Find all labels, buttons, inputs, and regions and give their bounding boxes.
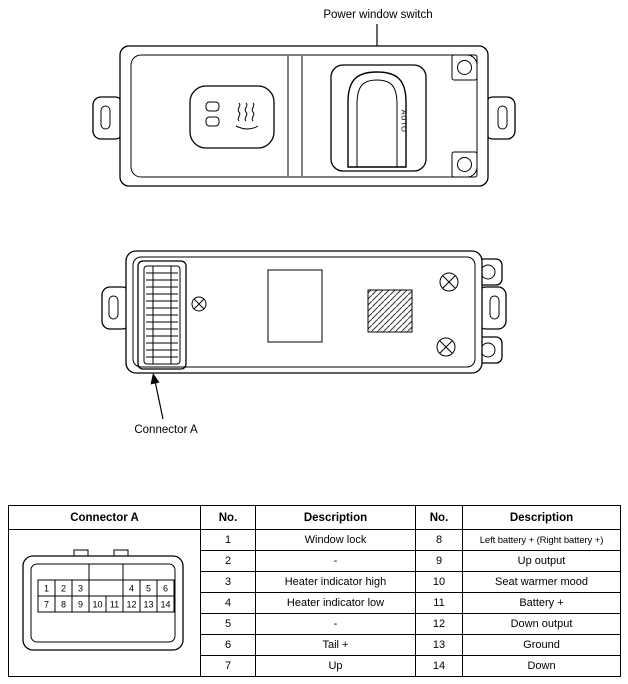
- svg-text:4: 4: [128, 583, 134, 593]
- pin-cell: [72, 580, 89, 596]
- switch-body-outline: [120, 46, 488, 186]
- pin-description-cell: Ground: [463, 635, 621, 656]
- back-view-diagram: [0, 235, 628, 450]
- pin-description-cell: Up output: [463, 551, 621, 572]
- table-header-no: No.: [416, 506, 463, 530]
- pin-description-cell: Left battery + (Right battery +): [463, 530, 621, 551]
- pin-number-cell: 2: [201, 551, 256, 572]
- mounting-tab-left: [93, 97, 123, 139]
- pin-number-cell: 4: [201, 593, 256, 614]
- pin-number-cell: 5: [201, 614, 256, 635]
- svg-text:10: 10: [91, 599, 103, 609]
- table-header-connector: Connector A: [9, 506, 201, 530]
- pin-description-cell: Heater indicator low: [256, 593, 416, 614]
- table-header-description: Description: [463, 506, 621, 530]
- mounting-tab-right: [485, 97, 515, 139]
- table-header-description: Description: [256, 506, 416, 530]
- pin-description-cell: Window lock: [256, 530, 416, 551]
- svg-text:1: 1: [43, 583, 49, 593]
- svg-text:8: 8: [60, 599, 66, 609]
- svg-text:6: 6: [162, 583, 168, 593]
- pin-cell: [123, 580, 140, 596]
- svg-text:3: 3: [77, 583, 83, 593]
- pin-description-cell: -: [256, 551, 416, 572]
- svg-text:11: 11: [109, 599, 119, 609]
- pin-description-cell: Up: [256, 656, 416, 677]
- connector-diagram-cell: [9, 530, 201, 677]
- pin-number-cell: 14: [416, 656, 463, 677]
- svg-text:14: 14: [159, 599, 171, 609]
- connector-a-label: Connector A: [134, 424, 198, 436]
- hatched-area: [368, 290, 412, 332]
- svg-text:2: 2: [60, 583, 66, 593]
- pin-cell: [38, 596, 55, 612]
- pin-description-cell: Down: [463, 656, 621, 677]
- power-window-switch-label: Power window switch: [323, 9, 433, 21]
- pin-number-cell: 7: [201, 656, 256, 677]
- pointer-arrow-up: [151, 373, 164, 419]
- pin-cell: [123, 596, 140, 612]
- pin-number-cell: 9: [416, 551, 463, 572]
- svg-text:5: 5: [145, 583, 151, 593]
- pin-number-cell: 1: [201, 530, 256, 551]
- pin-number-cell: 8: [416, 530, 463, 551]
- back-body-outline: [126, 251, 482, 373]
- connector-pinout-table: [8, 505, 621, 677]
- pin-cell: [72, 596, 89, 612]
- pin-cell: [38, 580, 55, 596]
- svg-text:13: 13: [142, 599, 154, 609]
- pin-number-cell: 11: [416, 593, 463, 614]
- pin-cell: [55, 596, 72, 612]
- pin-number-cell: 12: [416, 614, 463, 635]
- switch-assembly-front: [93, 46, 515, 186]
- pin-description-cell: Heater indicator high: [256, 572, 416, 593]
- switch-assembly-back: [102, 251, 506, 373]
- pin-description-cell: Tail +: [256, 635, 416, 656]
- auto-label: AUTO: [399, 109, 409, 133]
- pin-cell: [89, 596, 106, 612]
- front-view-diagram: [0, 0, 628, 235]
- pin-description-cell: Down output: [463, 614, 621, 635]
- table-header-no: No.: [201, 506, 256, 530]
- pin-cell: [140, 580, 157, 596]
- pin-cell: [106, 596, 123, 612]
- pin-description-cell: Seat warmer mood: [463, 572, 621, 593]
- pin-row: [9, 530, 621, 551]
- svg-text:7: 7: [43, 599, 49, 609]
- pin-cell: [140, 596, 157, 612]
- pin-number-cell: 10: [416, 572, 463, 593]
- pin-number-cell: 13: [416, 635, 463, 656]
- pin-description-cell: -: [256, 614, 416, 635]
- svg-text:9: 9: [77, 599, 83, 609]
- svg-text:12: 12: [125, 599, 137, 609]
- pin-cell: [157, 596, 174, 612]
- pin-cell: [55, 580, 72, 596]
- pin-description-cell: Battery +: [463, 593, 621, 614]
- pin-number-cell: 3: [201, 572, 256, 593]
- connector-a-pin-diagram: [16, 544, 194, 660]
- arrowhead-up-icon: [151, 373, 160, 385]
- table-header-row: [9, 506, 621, 530]
- pin-cell: [157, 580, 174, 596]
- pin-number-cell: 6: [201, 635, 256, 656]
